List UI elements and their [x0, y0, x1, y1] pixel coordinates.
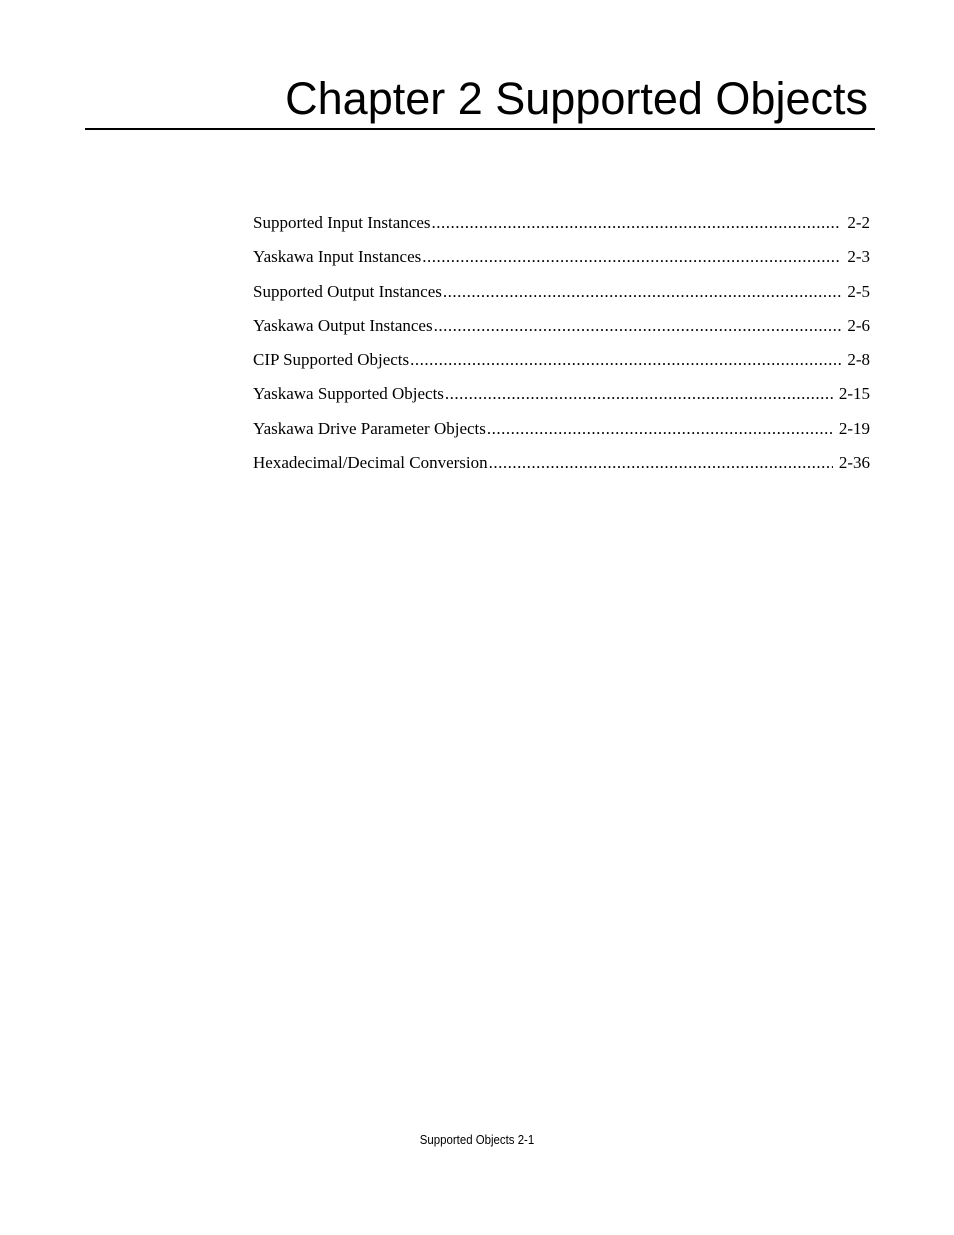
toc-entry-page: 2-5	[847, 281, 870, 301]
toc-dot-leader	[445, 381, 833, 407]
toc-entry-label: Hexadecimal/Decimal Conversion	[253, 453, 488, 473]
toc-dot-leader	[487, 416, 833, 442]
toc-entry-label: Yaskawa Input Instances	[253, 247, 422, 267]
toc-entry-cip-supported-objects[interactable]	[253, 347, 870, 381]
toc-entry-label: Yaskawa Output Instances	[253, 315, 433, 335]
toc-dot-leader	[422, 244, 841, 270]
page-footer: Supported Objects 2-1	[419, 1132, 535, 1147]
toc-dot-leader	[489, 450, 833, 476]
toc-dot-leader	[434, 313, 842, 339]
toc-entry-page: 2-6	[847, 315, 870, 335]
toc-entry-page: 2-2	[847, 213, 870, 232]
toc-entry-yaskawa-supported-objects[interactable]	[253, 381, 870, 415]
toc-entry-page: 2-8	[847, 350, 870, 370]
toc-entry-yaskawa-input-instances[interactable]	[253, 244, 870, 278]
toc-entry-hexadecimal-decimal-conversion[interactable]	[253, 450, 870, 484]
toc-entry-label: Yaskawa Drive Parameter Objects	[253, 418, 486, 438]
toc-entry-page: 2-36	[838, 453, 870, 473]
toc-entry-label: CIP Supported Objects	[253, 350, 410, 370]
toc-entry-page: 2-19	[838, 418, 870, 438]
toc-entry-page: 2-15	[838, 384, 870, 404]
toc-dot-leader	[443, 279, 841, 305]
toc-entry-supported-output-instances[interactable]	[253, 279, 870, 313]
title-rule	[85, 128, 875, 130]
toc-entry-yaskawa-output-instances[interactable]	[253, 313, 870, 347]
toc-dot-leader	[432, 210, 842, 236]
toc-dot-leader	[410, 347, 841, 373]
toc-entry-supported-input-instances[interactable]	[253, 210, 870, 244]
toc-entry-yaskawa-drive-parameter-objects[interactable]	[253, 416, 870, 450]
toc-entry-page: 2-3	[847, 247, 870, 267]
toc-entry-label: Supported Output Instances	[253, 281, 442, 301]
chapter-title: Chapter 2 Supported Objects	[285, 73, 868, 124]
toc-entry-label: Supported Input Instances	[253, 213, 431, 232]
toc-entry-label: Yaskawa Supported Objects	[253, 384, 444, 404]
table-of-contents	[253, 210, 870, 484]
